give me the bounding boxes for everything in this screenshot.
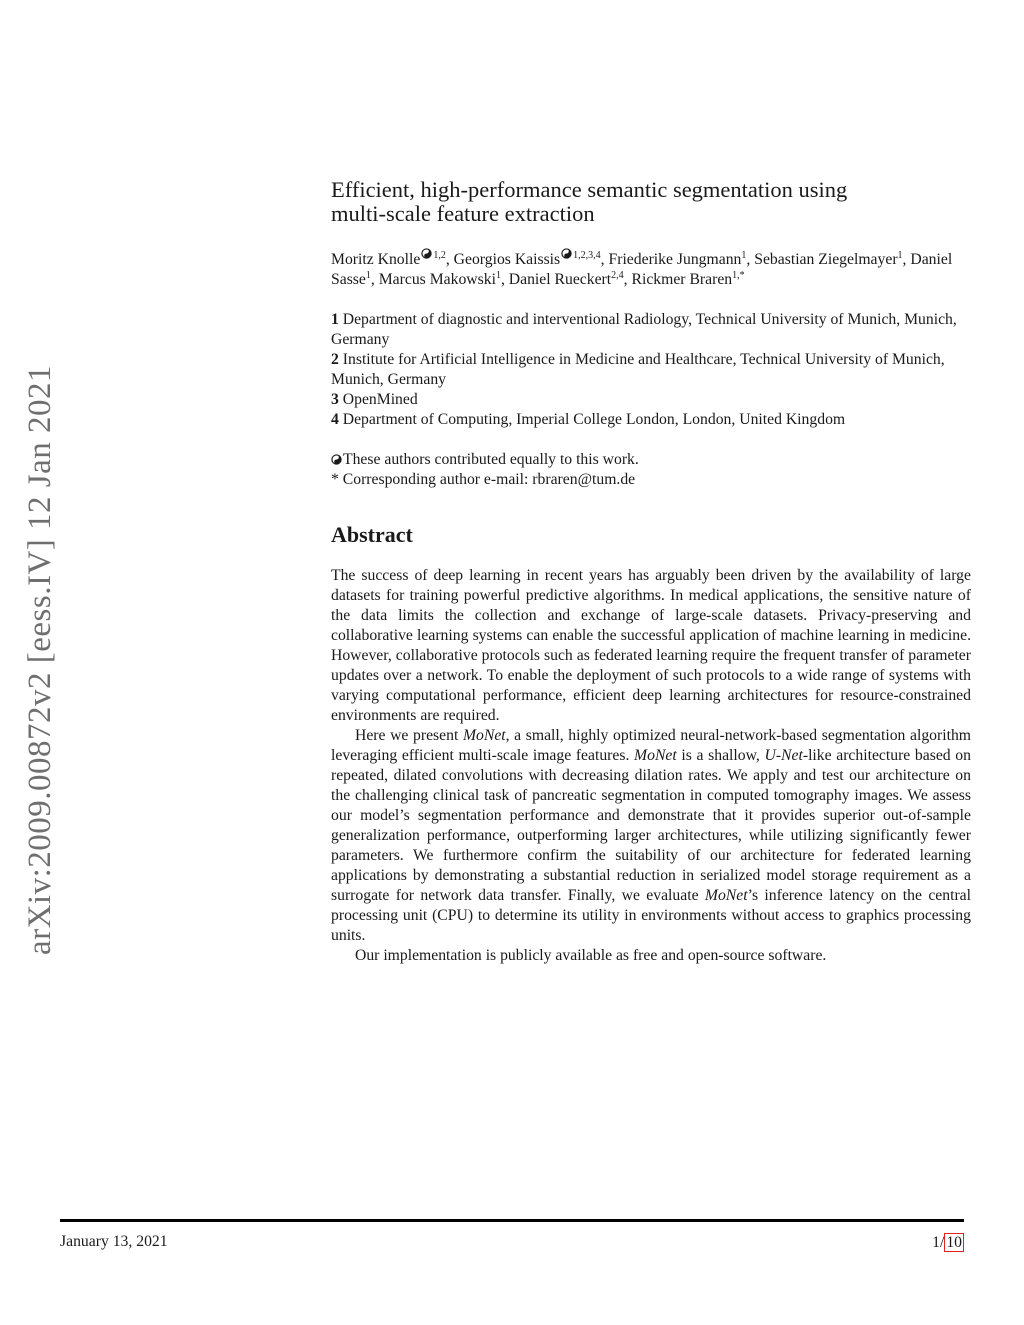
author-name: Daniel Sasse — [331, 251, 953, 288]
page-total-link[interactable]: 10 — [946, 1234, 962, 1251]
equal-contribution-text: These authors contributed equally to this work. — [343, 451, 639, 468]
author-affiliation-marks: 1,* — [732, 269, 745, 281]
author-name: Daniel Rueckert — [508, 271, 612, 288]
author-affiliation-marks: 2,4 — [611, 269, 624, 281]
author-affiliation-marks: 1 — [365, 269, 371, 281]
affiliation-item — [331, 310, 971, 350]
author-name: Marcus Makowski — [378, 271, 496, 288]
affiliation-text: OpenMined — [342, 391, 418, 408]
abstract-paragraph-3: Our implementation is publicly available as free and open-source software. — [355, 947, 827, 964]
affiliation-text: Department of Computing, Imperial College London, London, United Kingdom — [342, 411, 846, 428]
author-affiliation-marks: 1 — [741, 249, 747, 261]
paper-title-line-2: multi-scale feature extraction — [331, 201, 595, 226]
italic-term: MoNet — [704, 887, 748, 904]
equal-contribution-icon — [561, 248, 572, 259]
abstract-paragraph-1: The success of deep learning in recent years has arguably been driven by the availability of large datasets for training powerful predictive algorithms. In medical applications, the sensitive nature of the data limits the collection and exchange of large-scale datasets. Privacy-preserving and collaborative learning systems can enable the successful application of machine learning in medicine. However, collaborative protocols such as federated learning require the frequent transfer of parameter updates over a network. To enable the deployment of such protocols to a wide range of systems with varying computational performance, efficient deep learning architectures for resource-constrained environments are required. — [331, 567, 971, 724]
author-affiliation-marks: 1 — [495, 269, 501, 281]
arxiv-identifier-text: arXiv:2009.00872v2 [eess.IV] 12 Jan 2021 — [22, 364, 58, 956]
affiliation-item — [331, 350, 971, 390]
equal-contribution-note — [331, 450, 971, 470]
author-affiliation-marks: 1,2 — [433, 249, 446, 261]
equal-contribution-icon — [421, 248, 432, 259]
affiliation-list — [331, 310, 971, 430]
paper-front-matter — [331, 178, 971, 966]
affiliation-number: 4 — [331, 411, 339, 428]
italic-term: MoNet — [634, 747, 677, 764]
equal-contribution-icon — [331, 454, 342, 465]
author-affiliation-marks: 1,2,3,4 — [573, 249, 601, 261]
abstract-paragraph-2: Here we present MoNet, a small, highly optimized neural-network-based segmentation algorithm leveraging efficient multi-scale image features. MoNet is a shallow, U-Net-like architecture based on repeated, dilated convolutions with decreasing dilation rates. We apply and test our architecture on the challenging clinical task of pancreatic segmentation in computed tomography images. We assess our model’s segmentation performance and demonstrate that it provides superior out-of-sample generalization performance, outperforming larger architectures, while utilizing significantly fewer parameters. We furthermore confirm the suitability of our architecture for federated learning applications by demonstrating a substantial reduction in serialized model storage requirement as a surrogate for network data transfer. Finally, we evaluate MoNet’s inference latency on the central processing unit (CPU) to determine its utility in environments without access to graphics processing units. — [331, 727, 972, 944]
paper-title-line-1: Efficient, high-performance semantic segmentation using — [331, 177, 848, 202]
author-name: Rickmer Braren — [631, 271, 733, 288]
affiliation-number: 1 — [331, 311, 339, 328]
paper-title — [331, 178, 971, 226]
author-notes — [331, 450, 971, 490]
affiliation-item — [331, 390, 971, 410]
author-name: Moritz Knolle — [331, 251, 421, 268]
page-number — [932, 1233, 964, 1252]
affiliation-text: Department of diagnostic and interventional Radiology, Technical University of Munich, Munich, Germany — [331, 311, 957, 348]
abstract-section — [331, 522, 971, 966]
abstract-heading: Abstract — [331, 522, 413, 547]
author-name: Sebastian Ziegelmayer — [754, 251, 898, 268]
author-affiliation-marks: 1 — [897, 249, 903, 261]
corresponding-author-note: * Corresponding author e-mail: rbraren@tum.de — [331, 471, 636, 488]
footer-divider — [60, 1219, 964, 1222]
affiliation-number: 2 — [331, 351, 339, 368]
affiliation-text: Institute for Artificial Intelligence in Medicine and Healthcare, Technical University of Munich, Munich, Germany — [331, 351, 945, 388]
author-name: Georgios Kaissis — [453, 251, 561, 268]
arxiv-identifier-stamp — [20, 360, 60, 960]
author-name: Friederike Jungmann — [608, 251, 742, 268]
italic-term: MoNet — [462, 727, 506, 744]
affiliation-item — [331, 410, 971, 430]
author-list: Moritz Knolle $^{1,2}$, Georgios Kaissis $^{1,2,3,4}$, Friederike Jungmann$^1$, Sebastian Ziegelmayer$^1$, Daniel Sasse$^1$, Marcus Makowski$^1$, Daniel Rueckert$^{2,4}$, Rickmer Braren$^{1,*}$ — [331, 249, 953, 288]
italic-term: U-Net — [764, 747, 803, 764]
affiliation-number: 3 — [331, 391, 339, 408]
footer-date: January 13, 2021 — [60, 1233, 168, 1250]
page-current: 1/ — [932, 1234, 945, 1251]
